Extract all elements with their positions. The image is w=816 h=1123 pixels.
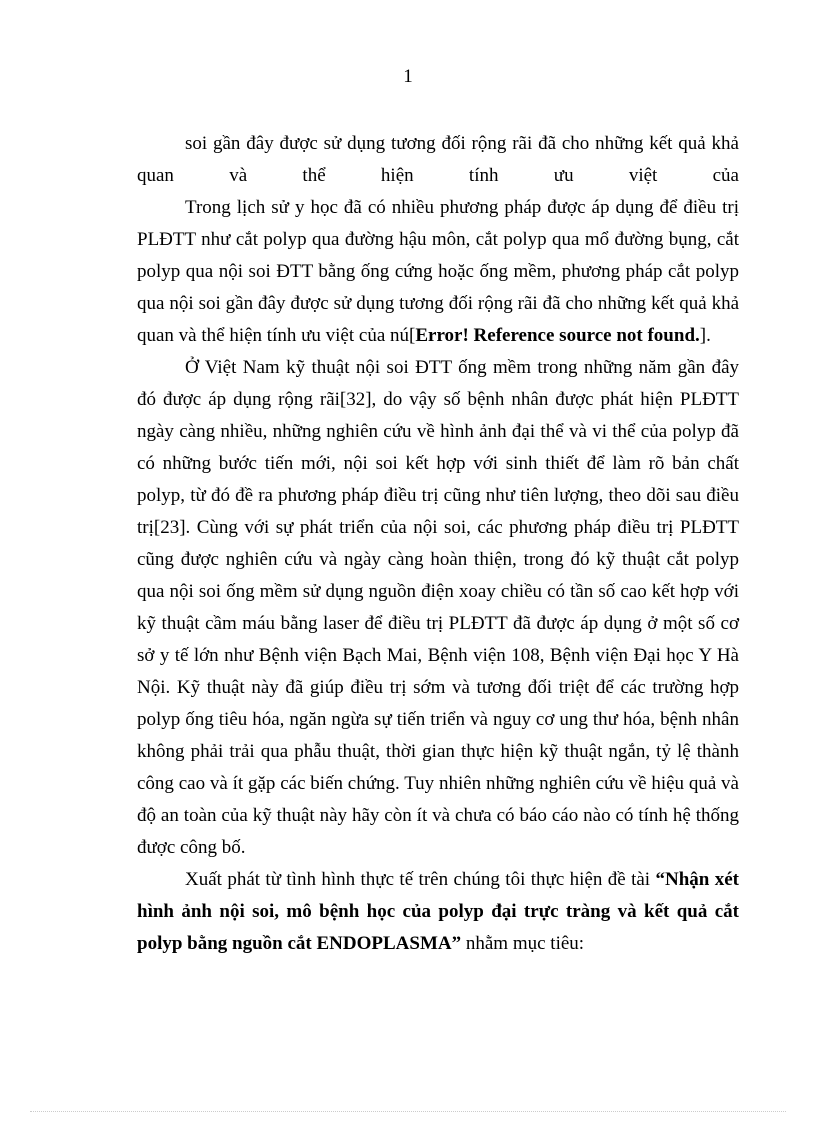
page-bottom-divider	[30, 1111, 786, 1112]
paragraph-fragment-2: quan và thể hiện tính ưu việt của	[137, 165, 739, 186]
page-number: 1	[403, 66, 413, 87]
reference-error: Error! Reference source not found.	[415, 325, 700, 346]
paragraph-objective-text: Xuất phát từ tình hình thực tế trên chúng tôi thực hiện đề tài	[185, 869, 656, 890]
paragraph-objective	[137, 864, 739, 960]
paragraph-history	[137, 192, 739, 352]
paragraph-history-end: ].	[699, 325, 711, 346]
paragraph-objective-end: nhằm mục tiêu:	[461, 933, 585, 954]
study-title: “Nhận xét hình ảnh nội soi, mô bệnh học của polyp đại trực tràng và kết quả cắt polyp bằng nguồn cắt ENDOPLASMA”	[137, 869, 739, 954]
paragraph-fragment-1: soi gần đây được sử dụng tương đối rộng rãi đã cho những kết quả khả	[185, 133, 739, 154]
paragraph-history-text: Trong lịch sử y học đã có nhiều phương pháp được áp dụng để điều trị PLĐTT như cắt polyp qua đường hậu môn, cắt polyp qua mổ đường bụng, cắt polyp qua nội soi ĐTT bằng ống cứng hoặc ống mềm, phương pháp cắt polyp qua nội soi gần đây được sử dụng tương đối rộng rãi đã cho những kết quả khả quan và thể hiện tính ưu việt của nú[	[137, 197, 739, 346]
document-body	[137, 128, 739, 960]
paragraph-vietnam: Ở Việt Nam kỹ thuật nội soi ĐTT ống mềm trong những năm gần đây đó được áp dụng rộng rãi[32], do vậy số bệnh nhân được phát hiện PLĐTT ngày càng nhiều, những nghiên cứu về hình ảnh đại thể và vi thể của polyp đã có những bước tiến mới, nội soi kết hợp với sinh thiết để làm rõ bản chất polyp, từ đó đề ra phương pháp điều trị cũng như tiên lượng, theo dõi sau điều trị[23]. Cùng với sự phát triển của nội soi, các phương pháp điều trị PLĐTT cũng được nghiên cứu và ngày càng hoàn thiện, trong đó kỹ thuật cắt polyp qua nội soi ống mềm sử dụng nguồn điện xoay chiều có tần số cao kết hợp với kỹ thuật cầm máu bằng laser để điều trị PLĐTT đã được áp dụng ở một số cơ sở y tế lớn như Bệnh viện Bạch Mai, Bệnh viện 108, Bệnh viện Đại học Y Hà Nội. Kỹ thuật này đã giúp điều trị sớm và tương đối triệt để các trường hợp polyp ống tiêu hóa, ngăn ngừa sự tiến triển và nguy cơ ung thư hóa, bệnh nhân không phải trải qua phẫu thuật, thời gian thực hiện kỹ thuật ngắn, tỷ lệ thành công cao và ít gặp các biến chứng. Tuy nhiên những nghiên cứu về hiệu quả và độ an toàn của kỹ thuật này hãy còn ít và chưa có báo cáo nào có tính hệ thống được công bố.	[137, 357, 739, 858]
